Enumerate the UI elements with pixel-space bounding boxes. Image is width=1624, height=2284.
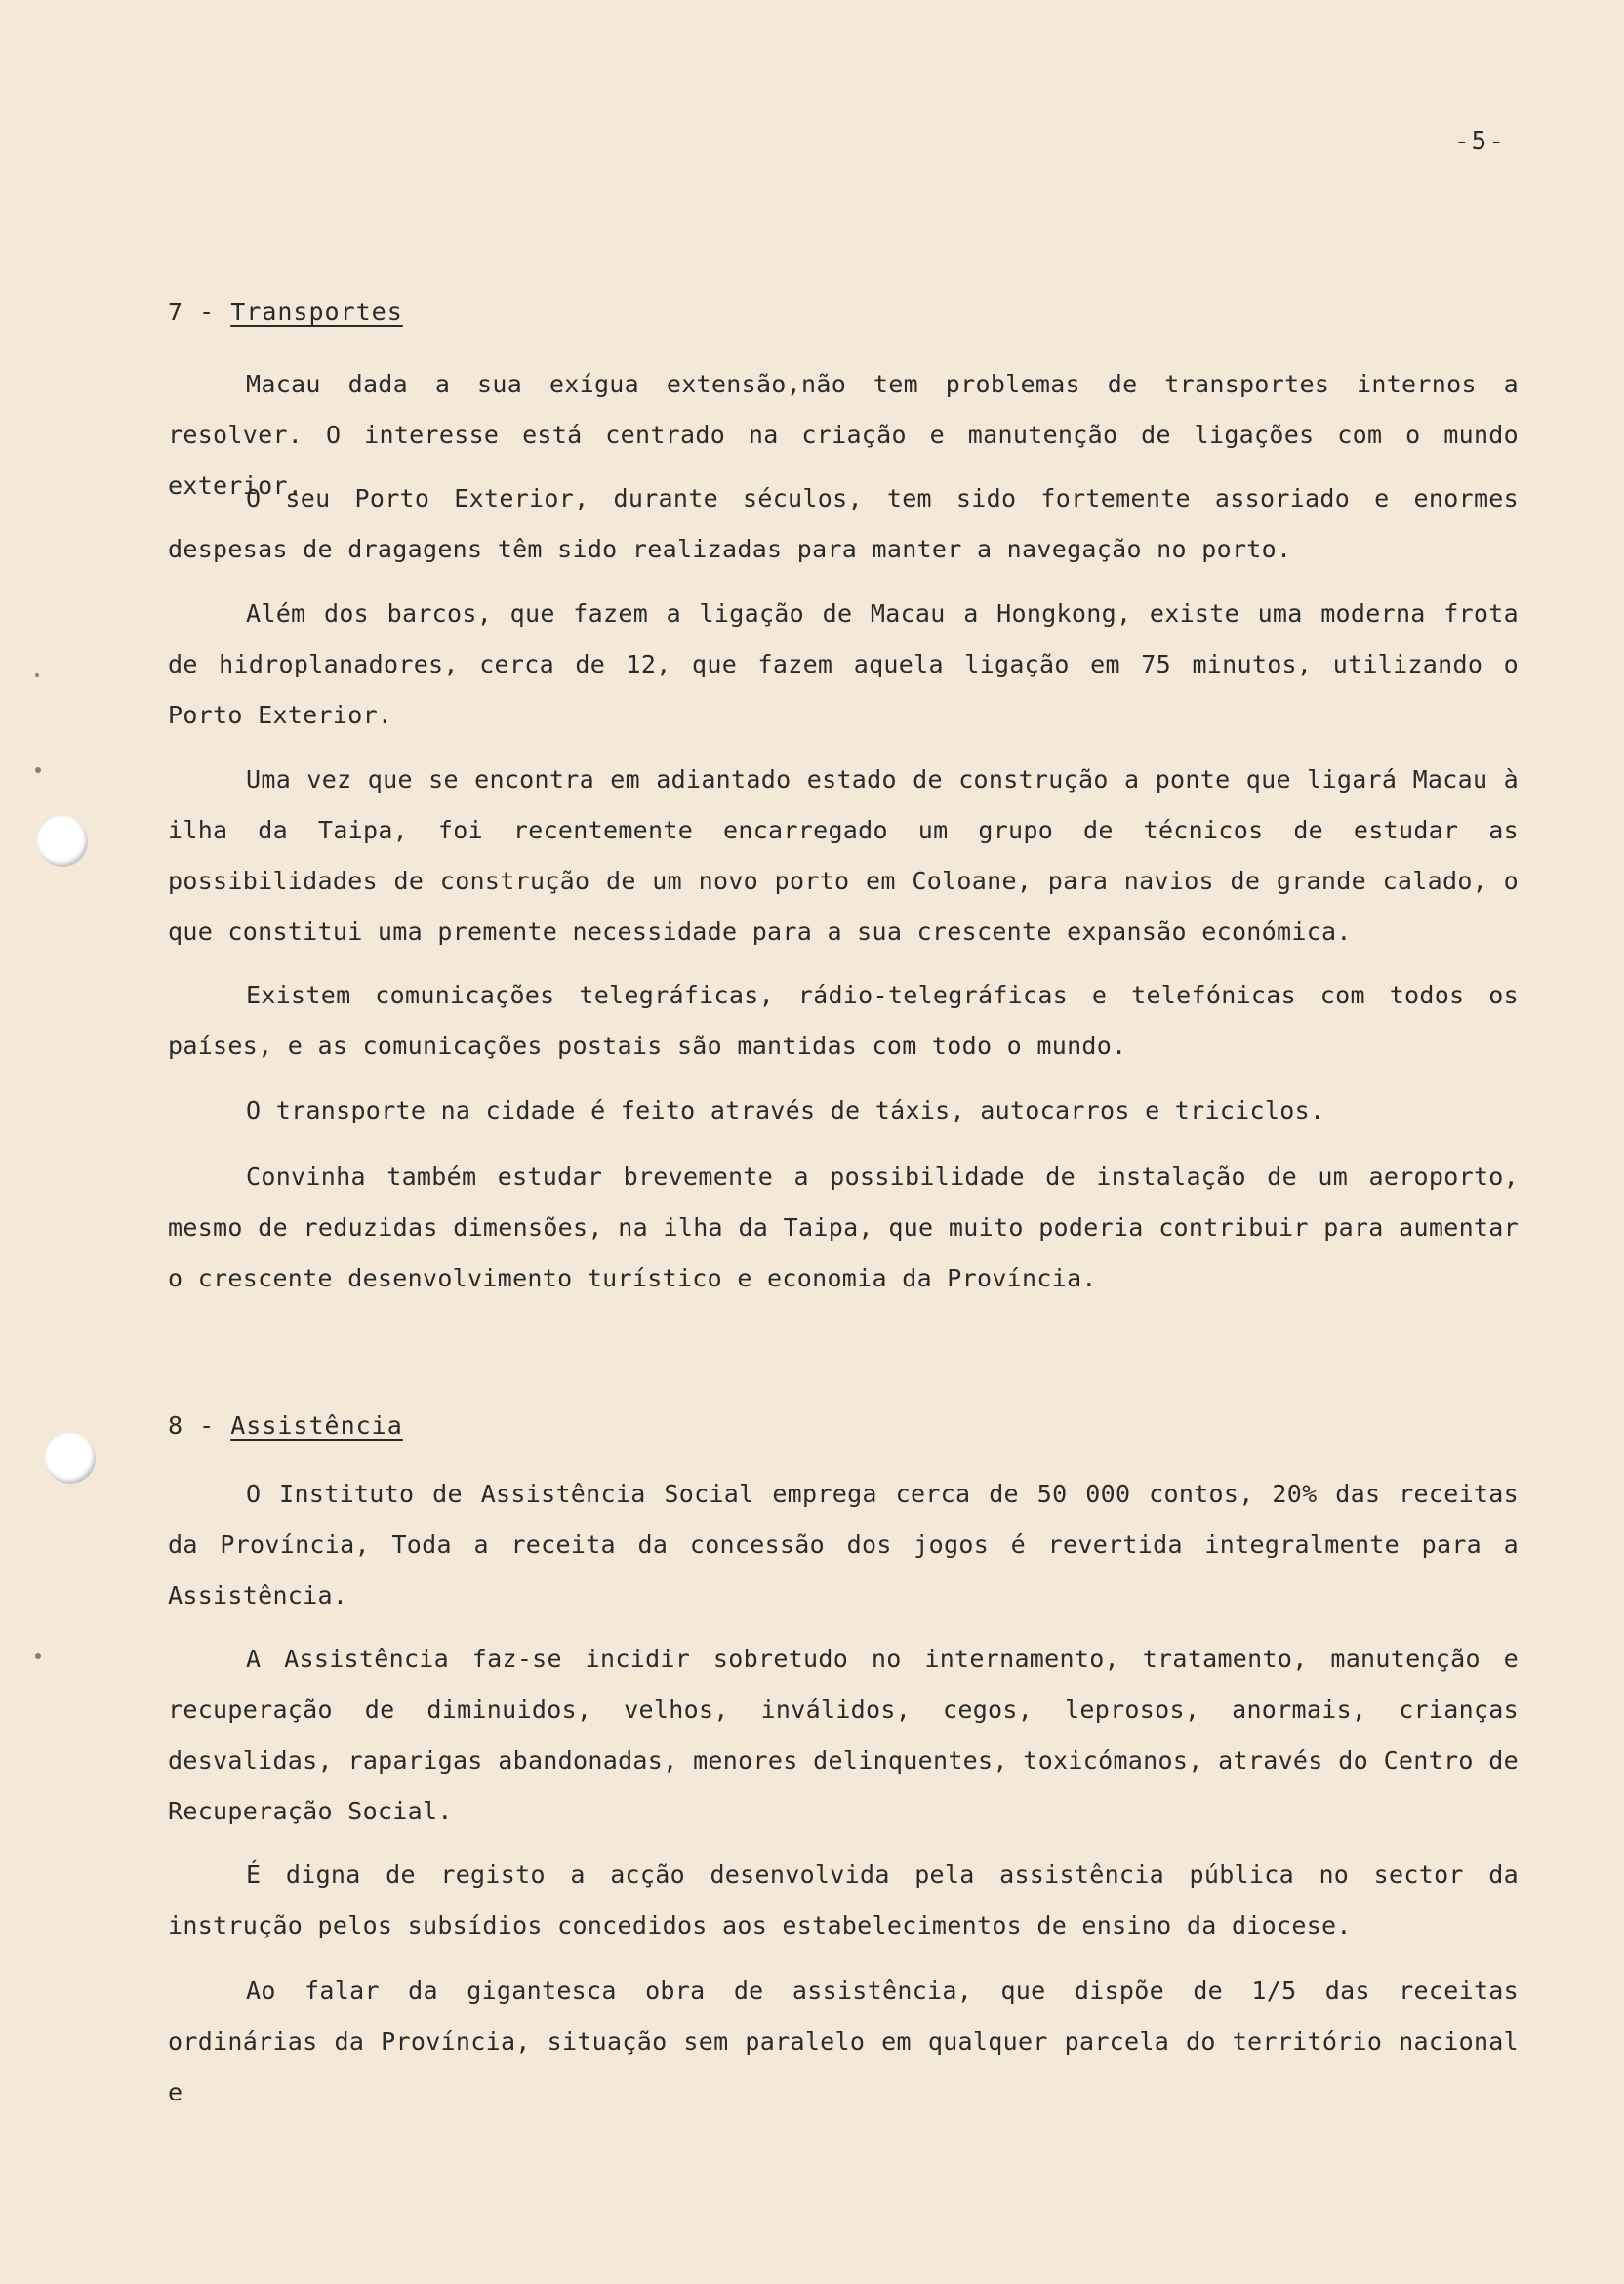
paper-speck <box>35 767 41 773</box>
paragraph: Existem comunicações telegráficas, rádio-telegráficas e telefónicas com todos os países, e as comunicações postais são mantidas com todo o mundo. <box>168 981 1519 1060</box>
paragraph: O transporte na cidade é feito através de táxis, autocarros e triciclos. <box>246 1096 1325 1124</box>
paragraph: A Assistência faz-se incidir sobretudo no internamento, tratamento, manutenção e recuperação de diminuidos, velhos, inválidos, cegos, leprosos, anormais, crianças desvalidas, raparigas abandonadas, menores delinquentes, toxicómanos, através do Centro de Recuperação Social. <box>168 1645 1519 1825</box>
paragraph: O seu Porto Exterior, durante séculos, tem sido fortemente assoriado e enormes despesas de dragagens têm sido realizadas para manter a navegação no porto. <box>168 484 1519 563</box>
section-number: 8 - <box>168 1411 216 1440</box>
section-heading-assistencia <box>168 1411 403 1440</box>
section-heading-transportes <box>168 298 403 326</box>
paragraph: Além dos barcos, que fazem a ligação de Macau a Hongkong, existe uma moderna frota de hidroplanadores, cerca de 12, que fazem aquela ligação em 75 minutos, utilizando o Porto Exterior. <box>168 599 1519 729</box>
paragraph: Convinha também estudar brevemente a possibilidade de instalação de um aeroporto, mesmo de reduzidas dimensões, na ilha da Taipa, que muito poderia contribuir para aumentar o crescente desenvolvimento turístico e economia da Província. <box>168 1162 1519 1292</box>
paragraph: Ao falar da gigantesca obra de assistência, que dispõe de 1/5 das receitas ordinárias da Província, situação sem paralelo em qualquer parcela do território nacional e <box>168 1977 1519 2106</box>
punch-hole-top <box>37 816 88 867</box>
page-number: -5- <box>1454 127 1506 156</box>
paper-speck <box>35 673 39 677</box>
paragraph: É digna de registo a acção desenvolvida pela assistência pública no sector da instrução pelos subsídios concedidos aos estabelecimentos de ensino da diocese. <box>168 1860 1519 1939</box>
paragraph: Uma vez que se encontra em adiantado estado de construção a ponte que ligará Macau à ilha da Taipa, foi recentemente encarregado um grupo de técnicos de estudar as possibilidades de construção de um novo porto em Coloane, para navios de grande calado, o que constitui uma premente necessidade para a sua crescente expansão económica. <box>168 765 1519 946</box>
paragraph: Macau dada a sua exígua extensão,não tem problemas de transportes internos a resolver. O interesse está centrado na criação e manutenção de ligações com o mundo exterior. <box>168 370 1519 500</box>
section-title: Assistência <box>230 1411 403 1440</box>
punch-hole-bottom <box>45 1433 96 1484</box>
paper-speck <box>35 1653 41 1659</box>
paragraph: O Instituto de Assistência Social emprega cerca de 50 000 contos, 20% das receitas da Província, Toda a receita da concessão dos jogos é revertida integralmente para a Assistência. <box>168 1480 1519 1610</box>
section-number: 7 - <box>168 298 216 326</box>
section-title: Transportes <box>230 298 403 326</box>
